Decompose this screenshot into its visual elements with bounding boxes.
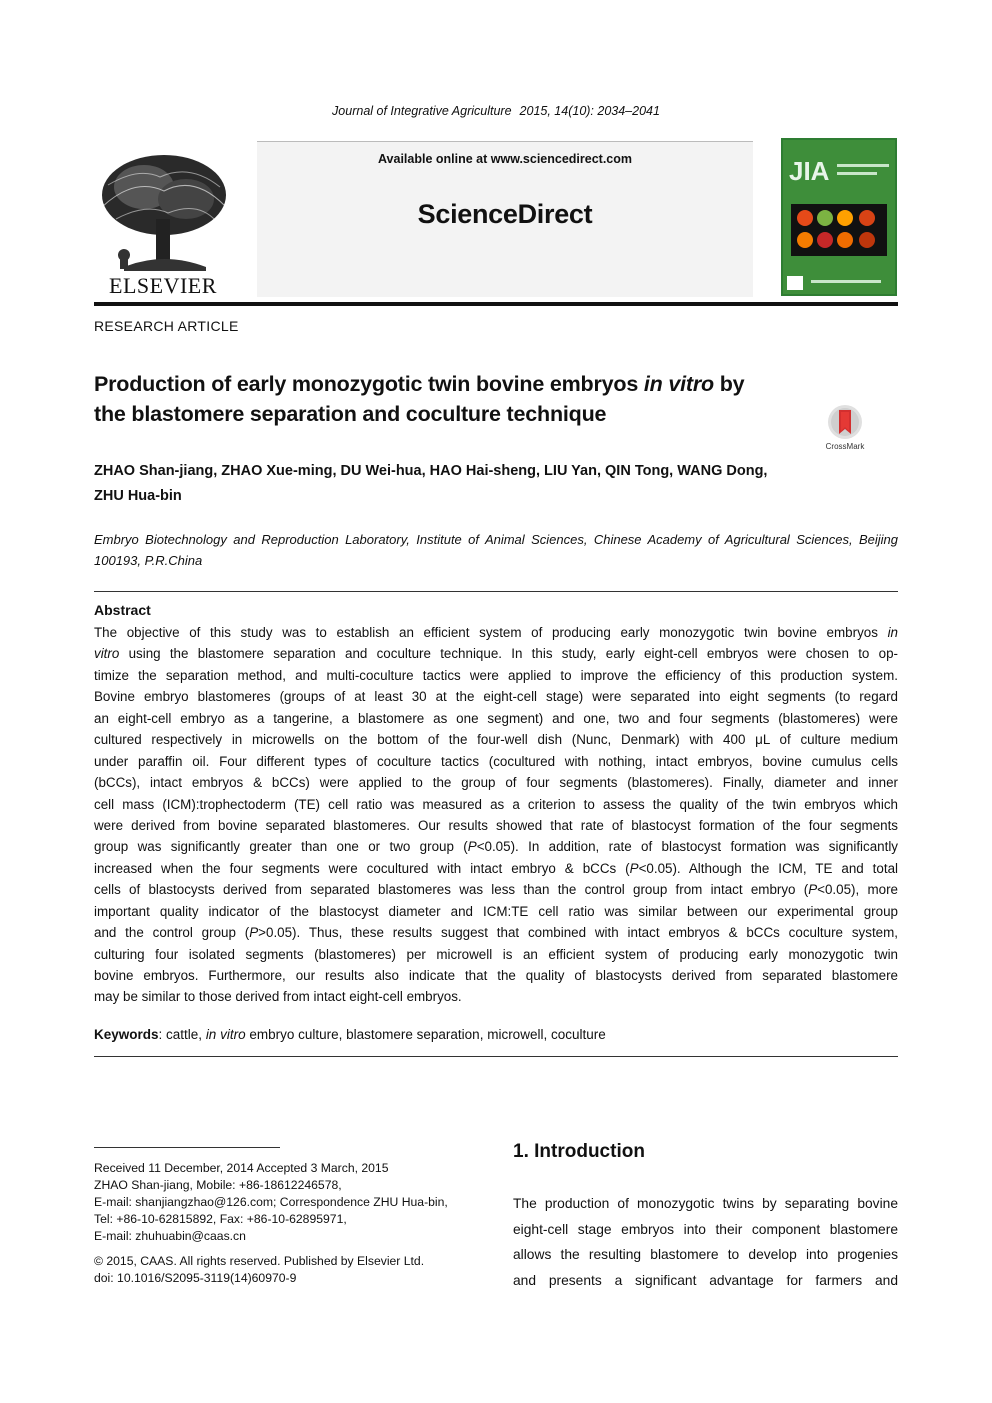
copyright: © 2015, CAAS. All rights reserved. Published by Elsevier Ltd.	[94, 1254, 425, 1268]
abstract-line-text-end: using the blastomere separation and coculture technique. In this study, early eight-cell embryos were chosen to op-	[119, 646, 898, 662]
abstract-line-italic: P	[467, 839, 477, 855]
abstract-line	[94, 879, 898, 900]
abstract-line	[94, 965, 898, 986]
abstract-line-text: bovine embryos. Furthermore, our results also indicate that the quality of blastocysts derived from separated blastomere	[94, 968, 898, 983]
abstract-line-text: under paraffin oil. Four different types of coculture tactics (cocultured with nothing, intact embryos, bovine cumulus cells	[94, 753, 898, 769]
introduction-line: allows the resulting blastomere to develop into progenies	[513, 1247, 898, 1262]
footnote-divider	[94, 1147, 280, 1148]
keywords-italic: in vitro	[205, 1027, 246, 1042]
abstract-line-text: cells of blastocysts derived from separated blastomeres was less than the control group from intact embryo (	[94, 882, 809, 898]
article-type-label: RESEARCH ARTICLE	[94, 318, 239, 334]
abstract-line-italic: P	[808, 882, 818, 898]
contact-line3: Tel: +86-10-62815892, Fax: +86-10-62895971,	[94, 1212, 347, 1226]
abstract-line-text: increased when the four segments were cocultured with intact embryo & bCCs (	[94, 860, 630, 876]
journal-name: Journal of Integrative Agriculture	[332, 104, 512, 118]
abstract-line	[94, 772, 898, 793]
abstract-line	[94, 944, 898, 965]
introduction-text	[513, 1191, 898, 1293]
abstract-line	[94, 708, 898, 729]
keywords-pre: : cattle,	[158, 1027, 206, 1042]
abstract-line-text-end: <0.05), more	[817, 882, 898, 898]
abstract-line	[94, 794, 898, 815]
introduction-line: eight-cell stage embryos into their component blastomere	[513, 1221, 898, 1237]
abstract-line	[94, 751, 898, 772]
abstract-line-italic: in	[887, 625, 898, 640]
tree-engraving-icon	[102, 155, 226, 271]
affiliation: Embryo Biotechnology and Reproduction Laboratory, Institute of Animal Sciences, Chinese Academy of Agricultural Sciences, Beijing 100193, P.R.China	[94, 532, 898, 568]
cover-jia-title: JIA	[789, 156, 830, 186]
article-title	[94, 369, 884, 429]
contact-line1: ZHAO Shan-jiang, Mobile: +86-18612246578,	[94, 1178, 342, 1192]
introduction-line: and presents a significant advantage for farmers and	[513, 1272, 898, 1288]
abstract-line	[94, 665, 898, 686]
title-part2: by	[713, 372, 745, 396]
abstract-line-text: culturing four isolated segments (blastomeres) per microwell is an efficient system of producing early monozygotic twin	[94, 946, 898, 962]
abstract-line-text: were derived from bovine separated blastomeres. Our results showed that rate of blastocyst formation of the four segments	[94, 817, 898, 833]
abstract-line	[94, 901, 898, 922]
abstract-line-text: group was significantly greater than one or two group (	[94, 839, 468, 855]
abstract-line	[94, 686, 898, 707]
abstract-line-text-end: <0.05). Although the ICM, TE and total	[638, 860, 898, 876]
footnote	[94, 1160, 494, 1287]
elsevier-logo[interactable]	[94, 147, 232, 297]
abstract-line-text: timize the separation method, and multi-coculture tactics were applied to improve the efficiency of this production system.	[94, 667, 898, 683]
abstract-line-italic: P	[249, 925, 259, 941]
abstract-line	[94, 729, 898, 750]
abstract-line-text: and the control group (	[94, 925, 250, 941]
abstract-line	[94, 622, 898, 643]
abstract-line-text: cultured respectively in microwells on the bottom of the four-well dish (Nunc, Denmark) with 400 μL of culture medium	[94, 732, 898, 748]
abstract-line-text: Bovine embryo blastomeres (groups of at least 30 at the eight-cell stage) were separated into eight segments (to regard	[94, 689, 898, 705]
abstract-line	[94, 643, 898, 664]
abstract-line-text-end: >0.05). Thus, these results suggest that combined with intact embryos & bCCs coculture system,	[258, 925, 898, 941]
contact-line4[interactable]: E-mail: zhuhuabin@caas.cn	[94, 1229, 246, 1243]
abstract-text	[94, 622, 898, 1008]
sciencedirect-header	[257, 141, 753, 297]
title-part1: Production of early monozygotic twin bovine embryos	[94, 372, 644, 396]
title-italic: in vitro	[643, 372, 714, 396]
crossmark-badge[interactable]	[820, 402, 870, 452]
introduction-heading: 1. Introduction	[513, 1141, 645, 1162]
authors-line2: ZHU Hua-bin	[94, 488, 182, 504]
abstract-top-divider	[94, 591, 898, 592]
keywords-label: Keywords	[94, 1027, 159, 1042]
abstract-line-text: cell mass (ICM):trophectoderm (TE) cell ratio was measured as a criterion to assess the quality of the twin embryos which	[94, 796, 898, 812]
abstract-line-italic: P	[629, 860, 639, 876]
abstract-line	[94, 836, 898, 857]
journal-volume: 2015, 14(10): 2034–2041	[519, 104, 660, 118]
author-list	[94, 459, 884, 509]
abstract-line-text: an eight-cell embryo as a tangerine, a blastomere as one segment) and one, two and four segments (blastomeres) were	[94, 710, 898, 726]
keywords	[94, 1027, 606, 1042]
abstract-line	[94, 922, 898, 943]
abstract-line-text: important quality indicator of the blastocyst diameter and ICM:TE cell ratio was similar between our experimental group	[94, 903, 898, 919]
introduction-line: The production of monozygotic twins by separating bovine	[513, 1196, 898, 1211]
abstract-line	[94, 858, 898, 879]
available-online-link[interactable]: Available online at www.sciencedirect.com	[377, 152, 633, 166]
abstract-line-text: The objective of this study was to establish an efficient system of producing early monozygotic twin bovine embryos	[94, 625, 888, 640]
sciencedirect-title[interactable]: ScienceDirect	[417, 199, 593, 229]
crossmark-icon	[828, 405, 862, 439]
journal-citation	[0, 104, 992, 118]
abstract-line	[94, 815, 898, 836]
abstract-line-text: (bCCs), intact embryos & bCCs) were applied to the group of four segments (blastomeres). Finally, diameter and inner	[94, 775, 898, 791]
abstract-bottom-divider	[94, 1056, 898, 1057]
contact-line2[interactable]: E-mail: shanjiangzhao@126.com; Correspondence ZHU Hua-bin,	[94, 1195, 448, 1209]
abstract-line-text: may be similar to those derived from intact eight-cell embryos.	[94, 989, 462, 1005]
doi-link[interactable]: doi: 10.1016/S2095-3119(14)60970-9	[94, 1271, 297, 1285]
abstract-line	[94, 986, 898, 1007]
keywords-post: embryo culture, blastomere separation, microwell, coculture	[245, 1027, 606, 1042]
abstract-heading: Abstract	[94, 602, 151, 618]
elsevier-wordmark: ELSEVIER	[109, 273, 217, 297]
authors-line1: ZHAO Shan-jiang, ZHAO Xue-ming, DU Wei-hua, HAO Hai-sheng, LIU Yan, QIN Tong, WANG Dong,	[94, 463, 768, 479]
header-divider	[94, 302, 898, 306]
title-line2: the blastomere separation and coculture technique	[94, 402, 607, 426]
journal-cover-image[interactable]	[781, 138, 897, 296]
received-dates: Received 11 December, 2014 Accepted 3 March, 2015	[94, 1161, 389, 1175]
abstract-line-text-end: <0.05). In addition, rate of blastocyst formation was significantly	[476, 839, 898, 855]
abstract-line-italic: vitro	[94, 646, 120, 662]
crossmark-label: CrossMark	[825, 442, 865, 451]
